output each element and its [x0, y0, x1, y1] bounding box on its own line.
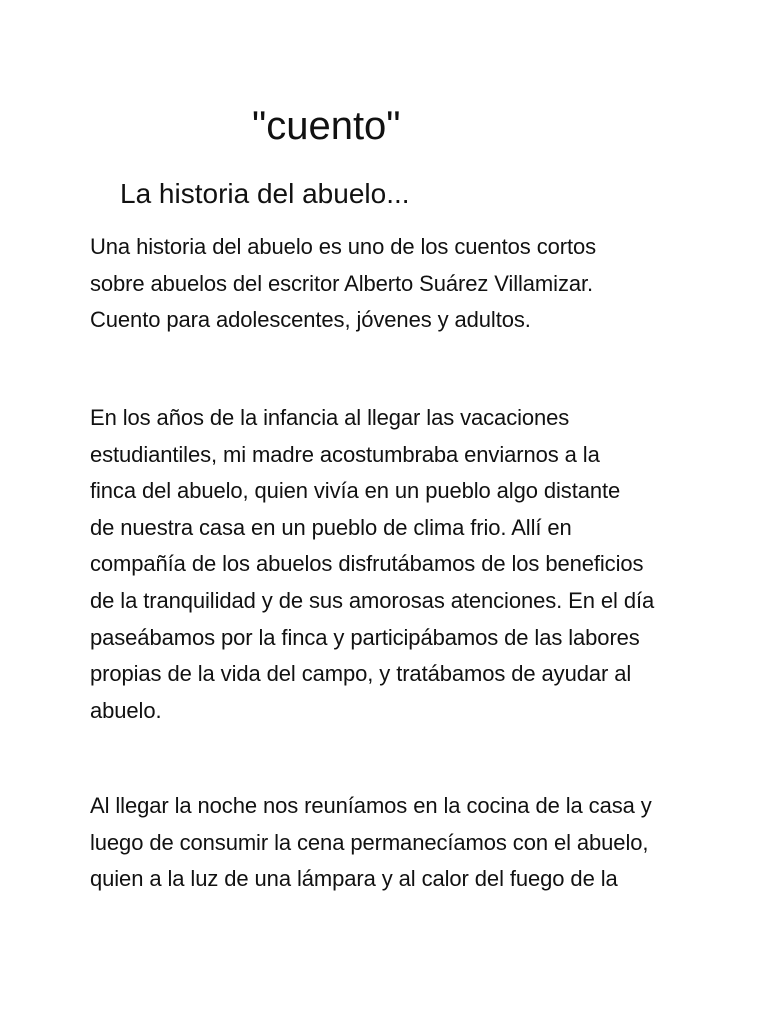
- text-line: Cuento para adolescentes, jóvenes y adultos.: [90, 307, 531, 333]
- text-line: luego de consumir la cena permanecíamos con el abuelo,: [90, 829, 649, 855]
- text-line: finca del abuelo, quien vivía en un pueblo algo distante: [90, 478, 621, 504]
- text-line: estudiantiles, mi madre acostumbraba enviarnos a la: [90, 441, 600, 467]
- paragraph-intro: [90, 229, 690, 339]
- text-line: paseábamos por la finca y participábamos de las labores: [90, 624, 640, 650]
- text-line: compañía de los abuelos disfrutábamos de los beneficios: [90, 551, 644, 577]
- text-line: abuelo.: [90, 697, 162, 723]
- document-subtitle: La historia del abuelo...: [120, 178, 410, 209]
- text-line: de la tranquilidad y de sus amorosas atenciones. En el día: [90, 587, 655, 613]
- text-line: Una historia del abuelo es uno de los cuentos cortos: [90, 234, 597, 259]
- text-line: En los años de la infancia al llegar las vacaciones: [90, 405, 570, 430]
- paragraph-night: [90, 788, 690, 898]
- text-line: sobre abuelos del escritor Alberto Suárez Villamizar.: [90, 270, 593, 296]
- text-line: quien a la luz de una lámpara y al calor del fuego de la: [90, 866, 618, 892]
- text-line: Al llegar la noche nos reuníamos en la cocina de la casa y: [90, 793, 652, 818]
- paragraph-childhood: [90, 400, 690, 729]
- text-line: de nuestra casa en un pueblo de clima frio. Allí en: [90, 514, 572, 540]
- document-title: "cuento": [252, 104, 401, 148]
- text-line: propias de la vida del campo, y tratábamos de ayudar al: [90, 661, 632, 687]
